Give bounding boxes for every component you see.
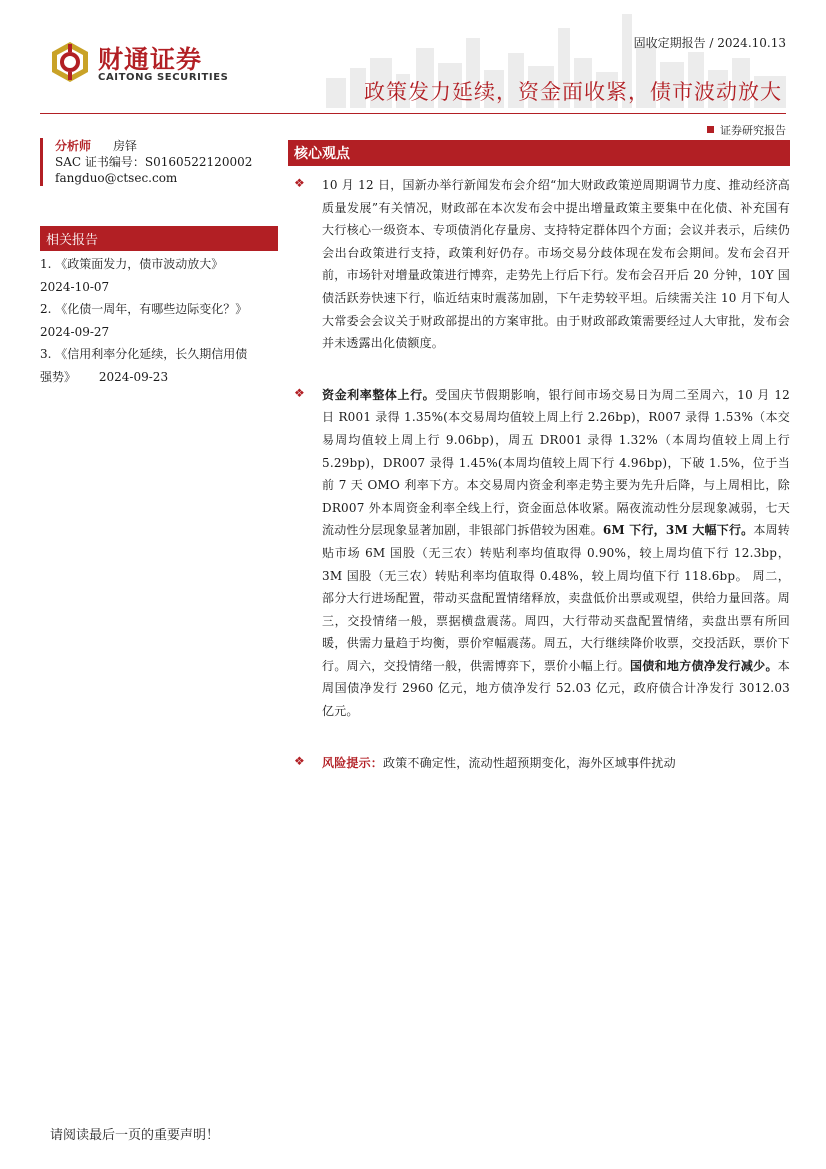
analyst-sac: SAC 证书编号：S0160522120002 bbox=[55, 155, 253, 169]
risk-label: 风险提示： bbox=[322, 755, 384, 770]
analyst-name: 房铎 bbox=[113, 139, 138, 153]
bullet-body: 受国庆节假期影响，银行间市场交易日为周二至周六，10 月 12 日 R001 录得 1.35%(本交易周均值较上周上行 2.26bp)，R007 录得 1.53%（本交易周均值较上周上行 9.06bp)，周五 DR001 录得 1.32%（本周均值较上周上行 5.29bp)，DR007 录得 1.45%(本周均值较上周下行 4.96bp)，下破 1.5%，位于当前 7 天 OMO 利率下方。本交易周内资金利率走势主要为先升后降，与上周相比，除 DR007 外本周资金利率全线上行，资金面总体收紧。隔夜流动性分层现象减弱，七天流动性分层现象显著加剧，非银部门拆借较为困难。 bbox=[322, 387, 790, 538]
footer-disclaimer: 请阅读最后一页的重要声明！ bbox=[50, 1128, 220, 1143]
report-type-date: 固收定期报告 / 2024.10.13 bbox=[633, 36, 786, 50]
related-report-date: 强势》 2024-09-23 bbox=[40, 369, 169, 384]
core-bullet-risk bbox=[288, 752, 790, 775]
bullet-highlight: 资金利率整体上行。 bbox=[322, 387, 436, 402]
core-views bbox=[288, 140, 790, 774]
diamond-bullet-icon: ❖ bbox=[294, 176, 305, 190]
logo-chinese-name: 财通证券 bbox=[98, 45, 203, 74]
bullet-text bbox=[322, 752, 790, 775]
related-reports bbox=[40, 226, 278, 388]
analyst-name-line bbox=[55, 138, 278, 154]
analyst-info bbox=[40, 138, 278, 186]
logo-english-name: CAITONG SECURITIES bbox=[98, 72, 229, 83]
sidebar bbox=[40, 138, 278, 388]
doc-type-label bbox=[707, 122, 786, 138]
related-report-date: 2024-09-27 bbox=[40, 324, 110, 339]
analyst-email[interactable]: fangduo@ctsec.com bbox=[55, 171, 178, 185]
risk-text: 政策不确定性，流动性超预期变化，海外区域事件扰动 bbox=[383, 755, 676, 770]
related-report-title[interactable]: 2. 《化债一周年，有哪些边际变化？》 bbox=[40, 302, 248, 316]
core-bullet-policy bbox=[288, 174, 790, 355]
company-logo bbox=[48, 38, 248, 94]
related-reports-list bbox=[40, 253, 278, 388]
related-report-title[interactable]: 1. 《政策面发力，债市波动放大》 bbox=[40, 257, 224, 271]
bullet-highlight: 6M 下行，3M 大幅下行。 bbox=[602, 523, 754, 538]
analyst-role: 分析师 bbox=[55, 139, 92, 153]
diamond-bullet-icon: ❖ bbox=[294, 385, 305, 400]
caitong-logo-icon bbox=[48, 40, 92, 84]
bullet-highlight: 国债和地方债净发行减少。 bbox=[629, 658, 778, 673]
bullet-text bbox=[322, 384, 790, 723]
page-title: 政策发力延续，资金面收紧，债市波动放大 bbox=[364, 80, 782, 104]
bullet-body: 本周国债净发行 2960 亿元，地方债净发行 52.03 亿元，政府债合计净发行 3012.03 亿元。 bbox=[322, 658, 790, 719]
report-header bbox=[0, 0, 826, 137]
square-bullet-icon bbox=[707, 126, 714, 133]
diamond-bullet-icon: ❖ bbox=[294, 753, 305, 768]
doc-type-text: 证券研究报告 bbox=[720, 124, 786, 137]
related-report-date: 2024-10-07 bbox=[40, 279, 110, 294]
core-bullet-funding bbox=[288, 384, 790, 723]
title-divider bbox=[40, 113, 786, 114]
related-report-title[interactable]: 3. 《信用利率分化延续，长久期信用债 bbox=[40, 347, 248, 361]
bullet-text: 10 月 12 日，国新办举行新闻发布会介绍“加大财政政策逆周期调节力度、推动经济高质量发展”有关情况，财政部在本次发布会中提出增量政策主要集中在化债、补充国有大行核心一级资本、专项债消化存量房、支持特定群体四个方面；会议并表示，后续仍会出台政策进行支持，政策利好仍存。市场交易分歧体现在发布会期间。发布会召开前，市场针对增量政策进行博弈，走势先上行后下行。发布会召开后 20 分钟，10Y 国债活跃券快速下行，临近结束时震荡加剧，下午走势较平坦。后续需关注 10 月下旬人大常委会会议关于财政部提出的方案审批。由于财政部政策需要经过人大审批，发布会并未透露出化债额度。 bbox=[322, 178, 790, 351]
related-reports-heading: 相关报告 bbox=[40, 226, 278, 251]
bullet-body: 本周转贴市场 6M 国股（无三农）转贴利率均值取得 0.90%，较上周均值下行 12.3bp，3M 国股（无三农）转贴利率均值取得 0.48%，较上周均值下行 118.6bp。 周二，部分大行进场配置，带动买盘配置情绪释放，卖盘低价出票或观望，供给力量回落。周三，交投情绪一般，票据横盘震荡。周四，大行带动买盘配置情绪，卖盘出票有所回暖，供需力量趋于均衡，票价窄幅震荡。周五，大行继续降价收票，交投活跃，票价下行。周六，交投情绪一般，供需博弈下，票价小幅上行。 bbox=[322, 523, 790, 673]
core-views-heading: 核心观点 bbox=[288, 140, 790, 166]
